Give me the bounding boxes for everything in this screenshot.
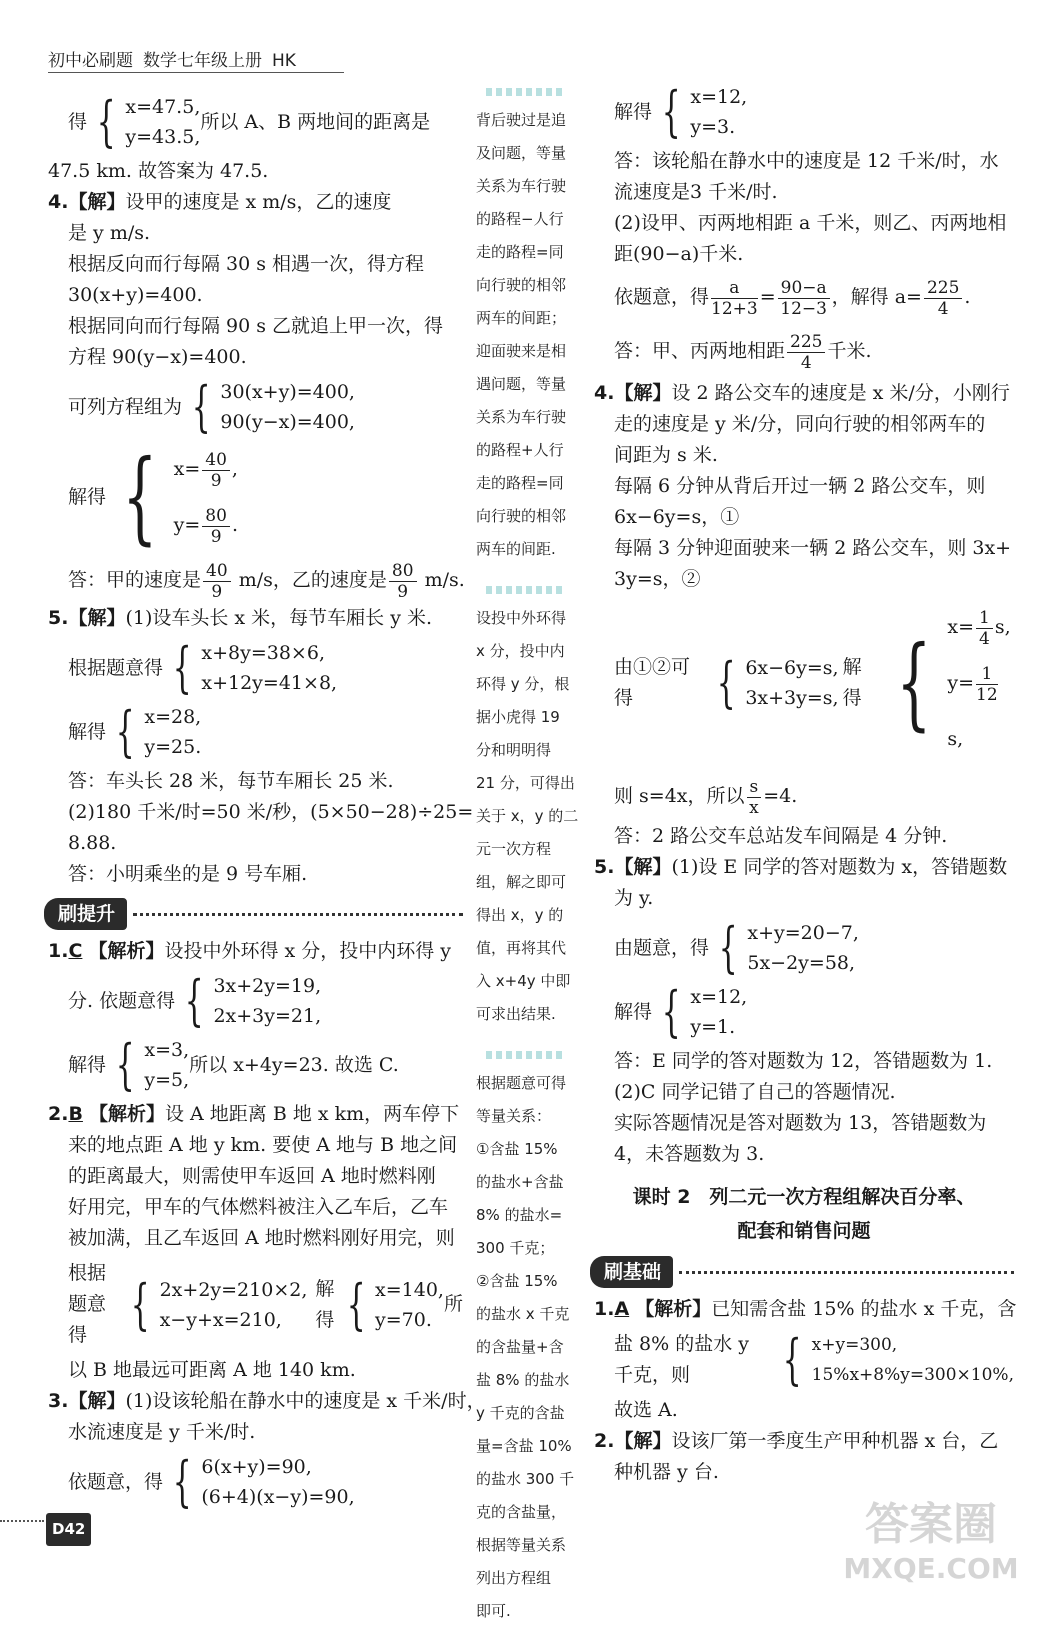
brace: { [661,80,681,143]
text-line: 间距为 s 米. [614,444,718,466]
question-number: 4. [48,191,69,213]
banner-label: 刷基础 [590,1256,673,1288]
solution-tag: 【解】 [68,607,126,629]
equation-system: 根据题意得 { x+8y=38×6, x+12y=41×8, [68,636,338,699]
text-line: 方程 90(y−x)=400. [68,346,247,368]
margin-note-line: 背后驶过是追 [476,111,567,129]
text-line: 是 y m/s. [68,222,151,244]
text-line: 已知需含盐 15% 的盐水 x 千克，含 [711,1298,1017,1320]
lesson-title: 课时 2 列二元一次方程组解决百分率、 配套和销售问题 [632,1186,976,1242]
banner-label: 刷提升 [44,898,127,930]
text-line: (1)设 E 同学的答对题数为 x，答错题数 [671,856,1008,878]
answer-line: 答：小明乘坐的是 9 号车厢. [68,863,308,885]
text-line: (1)设该轮船在静水中的速度是 x 千米/时， [125,1390,486,1412]
dotted-rule [133,913,463,916]
section-banner-basics [590,1256,1014,1288]
margin-note-line: 迎面驶来是相 [476,342,567,360]
eq: x=47.5, [125,96,201,118]
margin-note-line: 的含盐量+含 [476,1338,564,1356]
text-line: 47.5 km. 故答案为 47.5. [48,160,269,182]
margin-note-line: 两车的间距. [476,540,556,558]
text-line: 8.88. [68,832,117,854]
solution-system [68,438,463,555]
margin-note-line: 入 x+4y 中即 [476,972,571,990]
text-line: 4，未答题数为 3. [614,1143,765,1165]
margin-note-line: 即可. [476,1602,511,1620]
text-line: 每隔 6 分钟从背后开过一辆 2 路公交车，则 [614,475,986,497]
brace: { [896,624,932,741]
answer-line: 答：甲、丙两地相距 $\frac{225}{4}$ 千米. [614,331,872,373]
text-line: 被加满，且乙车返回 A 地时燃料刚好用完，则 [68,1227,455,1249]
brace: { [191,375,211,438]
text: 所以 A、B 两地间的距离是 [200,110,431,133]
text-line: (2)设甲、丙两地相距 a 千米，则乙、丙两地相 [614,212,1007,234]
brace: { [661,980,681,1043]
margin-note-line: 遇问题，等量 [476,375,567,393]
text-line: 故选 A. [614,1399,678,1421]
margin-note-line: 克的含盐量， [476,1503,567,1521]
edition-label: HK [272,51,296,71]
margin-note-line: 列出方程组 [476,1569,552,1587]
answer-line: 流速度是3 千米/时. [614,181,778,203]
margin-note-line: 8% 的盐水= [476,1206,563,1224]
text-line: 为 y. [614,887,654,909]
answer-choice: A [614,1298,630,1320]
margin-note-line: 走的路程=同 [476,243,564,261]
margin-notes [476,82,584,1642]
text-line: 走的速度是 y 米/分，同向行驶的相邻两车的 [614,413,986,435]
margin-note-line: 及问题，等量 [476,144,567,162]
brace: { [716,651,736,714]
equation-system: 由①②可得 { 6x−6y=s, 3x+3y=s, 解得 { x= $\frac{1}{4}$ s, y= $\frac{1}{12}$ s, [614,607,1011,750]
right-column: 解得 { x=12, y=3. 答：该轮船在静水中的速度是 12 千米/时，水 流速度是3 千米/时. (2)设甲、丙两地相距 a 千米，则乙、丙两地相 距(90−a)千米. 依题意，得 $\frac{a}{12+3}$ = $\frac{90-a}{12-3}$ ，解得 a= $\frac{225}{4}$ . 答：甲、丙两地相距 $\frac{225}{4}$ 千米. 4.【解】设 2 路公交车的速度是 x 米/分，小刚行 走的速度是 y 米/分，同向行驶的相邻两车的 间距为 s 米. 每隔 6 分钟从背后开过一辆 2 路公交车，则 6x−6y=s，① 每隔 3 分钟迎面驶来一辆 2 路公交车，则 3x+ 3y=s，② 由①②可得 { 6x−6y=s, 3x+3y=s, 解得 { x= $\frac{1}{4}$ s, y= $\frac{1}{12}$ s, 则 s=4x，所以 $\frac{s}{x}$ =4. 答：2 路公交车总站发车间隔是 4 分钟. 5.【解】(1)设 E 同学的答对题数为 x，答错题数 为 y. 由题意，得 { x+y=20−7, 5x−2y=58, 解得 { x=12, y=1. 答：E 同学的答对题数为 12，答错题数为 1. (2)C 同学记错了自己的答题情况. 实际答题情况是答对题数为 13，答错题数为 4，未答题数为 3. 课时 2 列二元一次方程组解决百分率、 配套和销售问题 刷基础 1.A 【解析】已知需含盐 15% 的盐水 x 千克，含 盐 8% 的盐水 y 千克，则 { x+y=300, 15%x+8%y=300×10%, 故选 A. 2.【解】设该厂第一季度生产甲种机器 x 台，乙 种机器 y 台. [594,78,1014,1488]
answer-line: 答：甲的速度是 $\frac{40}{9}$ m/s，乙的速度是 $\frac{80}{9}$ m/s. [68,560,465,602]
solution-system: 解得 { x=12, y=3. [614,80,748,143]
margin-note-line: 关系为车行驶 [476,177,567,195]
margin-note-line: 关系为车行驶 [476,408,567,426]
brace: { [172,1450,192,1513]
margin-note-line: 根据等量关系 [476,1536,567,1554]
margin-note-line: x 分，投中内 [476,642,565,660]
text-line: 则 s=4x，所以 $\frac{s}{x}$ =4. [614,776,798,818]
margin-note-line: ①含盐 15% [476,1140,558,1158]
text-line: 每隔 3 分钟迎面驶来一辆 2 路公交车，则 3x+ [614,537,1012,559]
margin-note-line: 设投中外环得 [476,609,567,627]
margin-note-line: 的路程+人行 [476,441,564,459]
solution-system: 解得 { x=12, y=1. [614,980,748,1043]
text-line: 来的地点距 A 地 y km. 要使 A 地与 B 地之间 [68,1134,458,1156]
answer-line: 答：2 路公交车总站发车间隔是 4 分钟. [614,825,948,847]
equation-system: 分. 依题意得 { 3x+2y=19, 2x+3y=21, [68,969,322,1032]
equation-system: 盐 8% 的盐水 y 千克，则 { x+y=300, 15%x+8%y=300×10%, [614,1328,1014,1391]
text-line: 距(90−a)千米. [614,243,744,265]
section-banner-practice [44,898,463,930]
answer-choice: B [68,1103,83,1125]
prev-solution [68,92,463,152]
text-line: 设甲的速度是 x m/s，乙的速度 [125,191,392,213]
margin-note-line: 关于 x，y 的二 [476,807,579,825]
brace: { [346,1272,366,1336]
text-line: 设 A 地距离 B 地 x km，两车停下 [165,1103,460,1125]
brace: { [783,1328,802,1391]
eq: y=43.5, [125,126,201,148]
text-line: 种机器 y 台. [614,1461,719,1483]
header-rule [48,72,344,73]
text: 得 [68,110,88,133]
answer-line: 答：E 同学的答对题数为 12，答错题数为 1. [614,1050,993,1072]
text-line: 的距离最大，则需使甲车返回 A 地时燃料刚 [68,1165,436,1187]
margin-note-line: y 千克的含盐 [476,1404,565,1422]
margin-note-line: 据小虎得 19 [476,708,560,726]
eq: y= $\frac{80}{9}$ . [173,505,238,547]
margin-note-line: 等量关系： [476,1107,552,1125]
margin-note-line: 组，解之即可 [476,873,567,891]
equation-line: 依题意，得 $\frac{a}{12+3}$ = $\frac{90-a}{12-3}$ ，解得 a= $\frac{225}{4}$ . [614,277,971,319]
equation-system: 根据题意得 { 2x+2y=210×2, x−y+x=210, 解得 { x=140, y=70. 所 [68,1262,463,1346]
margin-note-line: 盐 8% 的盐水 [476,1371,570,1389]
solution-system: 解得 { x=3, y=5, 所以 x+4y=23. 故选 C. [68,1033,399,1096]
answer-line: 答：该轮船在静水中的速度是 12 千米/时，水 [614,150,999,172]
text: 可列方程组为 [68,395,183,418]
equation-system [68,377,463,437]
text-line: 6x−6y=s，① [614,506,740,528]
question-number: 5. [48,607,69,629]
brace: { [115,700,135,763]
eq: 90(y−x)=400, [220,411,355,433]
eq: x= $\frac{40}{9}$ , [173,449,238,491]
margin-note-line: 向行驶的相邻 [476,507,567,525]
eq: 30(x+y)=400, [220,381,355,403]
equation-system: 由题意，得 { x+y=20−7, 5x−2y=58, [614,916,859,979]
running-header [48,46,348,72]
margin-note-line: 环得 y 分，根 [476,675,570,693]
margin-note-line: 两车的间距； [476,309,567,327]
text-line: (2)180 千米/时=50 米/秒，(5×50−28)÷25= [68,801,474,823]
margin-note-line: 向行驶的相邻 [476,276,567,294]
watermark-logo: 答案圈 MXQE.COM [843,1499,1019,1585]
brace: { [96,90,116,153]
brace: { [172,636,192,699]
text-line: 以 B 地最远可距离 A 地 140 km. [68,1359,356,1381]
margin-note-line: 的路程−人行 [476,210,564,228]
brace: { [130,1272,150,1336]
margin-note-line: 值，再将其代 [476,939,567,957]
margin-note-1 [476,82,584,566]
margin-note-line: 得出 x，y 的 [476,906,564,924]
margin-note-line: 的盐水 x 千克 [476,1305,570,1323]
text-line: (1)设车头长 x 米，每节车厢长 y 米. [125,607,433,629]
margin-note-line: 的盐水 300 千 [476,1470,575,1488]
page-dots [0,1520,44,1522]
text-line: 设 2 路公交车的速度是 x 米/分，小刚行 [671,382,1010,404]
margin-note-line: 走的路程=同 [476,474,564,492]
dotted-rule [679,1271,1014,1274]
text: 解得 [68,485,107,508]
margin-note-line: 分和明明得 [476,741,552,759]
brace: { [184,969,204,1032]
text-line: 30(x+y)=400. [68,284,203,306]
system [125,92,200,152]
book-title: 初中必刷题 [48,51,133,71]
margin-note-3 [476,1045,584,1628]
text-line: 设投中外环得 x 分，投中内环得 y [164,940,452,962]
subject-title: 数学七年级上册 [143,51,262,71]
brace: { [115,1033,135,1096]
margin-note-line: 的盐水+含盐 [476,1173,564,1191]
brace: { [718,916,738,979]
text-line: 好用完，甲车的气体燃料被注入乙车后，乙车 [68,1196,449,1218]
page-number: D42 [46,1513,91,1546]
margin-note-line: 21 分，可得出 [476,774,575,792]
left-column: 得 { x=47.5, y=43.5, 所以 A、B 两地间的距离是 47.5 km. 故答案为 47.5. 4.【解】设甲的速度是 x m/s，乙的速度 是 y m/s. 根据反向而行每隔 30 s 相遇一次，得方程 30(x+y)=400. 根据同向而行每隔 90 s 乙就追上甲一次，得 方程 90(y−x)=400. 可列方程组为 { 30(x+y)=400, 90(y−x)=400, 解得 { x= $\frac{40}{9}$ , y= $\frac{80}{9}$ . 答：甲的速度是 $\frac{40}{9}$ m/s，乙的速度是 $\frac{80}{9}$ m/s. 5.【解】(1)设车头长 x 米，每节车厢长 y 米. 根据题意得 { x+8y=38×6, x+12y=41×8, 解得 { x=28, y=25. 答：车头长 28 米，每节车厢长 25 米. (2)180 千米/时=50 米/秒，(5×50−28)÷25= 8.88. 答：小明乘坐的是 9 号车厢. 刷提升 1.C 【解析】设投中外环得 x 分，投中内环得 y 分. 依题意得 { 3x+2y=19, 2x+3y=21, 解得 { x=3, y=5, 所以 x+4y=23. 故选 C. 2.B 【解析】设 A 地距离 B 地 x km，两车停下 来的地点距 A 地 y km. 要使 A 地与 B 地之间 的距离最大，则需使甲车返回 A 地时燃料刚 好用完，甲车的气体燃料被注入乙车后，乙车 被加满，且乙车返回 A 地时燃料刚好用完，则 根据题意得 { 2x+2y=210×2, x−y+x=210, 解得 { x=140, y=70. 所 以 B 地最远可距离 A 地 140 km. 3.【解】(1)设该轮船在静水中的速度是 x 千米/时， 水流速度是 y 千米/时. 依题意，得 { 6(x+y)=90, (6+4)(x−y)=90, [48,88,463,1516]
margin-note-line: 根据题意可得 [476,1074,567,1092]
margin-note-line: 可求出结果. [476,1005,556,1023]
text-line: 水流速度是 y 千米/时. [68,1421,256,1443]
solution-tag: 【解】 [68,191,126,213]
text-line: (2)C 同学记错了自己的答题情况. [614,1081,896,1103]
margin-note-line: 元一次方程 [476,840,552,858]
answer-choice: C [68,940,83,962]
text-line: 根据反向而行每隔 30 s 相遇一次，得方程 [68,253,425,275]
equation-system: 依题意，得 { 6(x+y)=90, (6+4)(x−y)=90, [68,1450,355,1513]
text-line: 3y=s，② [614,568,701,590]
text-line: 实际答题情况是答对题数为 13，答错题数为 [614,1112,987,1134]
margin-note-line: ②含盐 15% [476,1272,558,1290]
solution-system: 解得 { x=28, y=25. [68,700,202,763]
brace: { [122,438,158,555]
margin-note-2 [476,580,584,1031]
answer-line: 答：车头长 28 米，每节车厢长 25 米. [68,770,394,792]
text-line: 根据同向而行每隔 90 s 乙就追上甲一次，得 [68,315,444,337]
margin-note-line: 300 千克； [476,1239,555,1257]
margin-note-line: 量=含盐 10% [476,1437,572,1455]
text-line: 设该厂第一季度生产甲种机器 x 台，乙 [671,1430,999,1452]
